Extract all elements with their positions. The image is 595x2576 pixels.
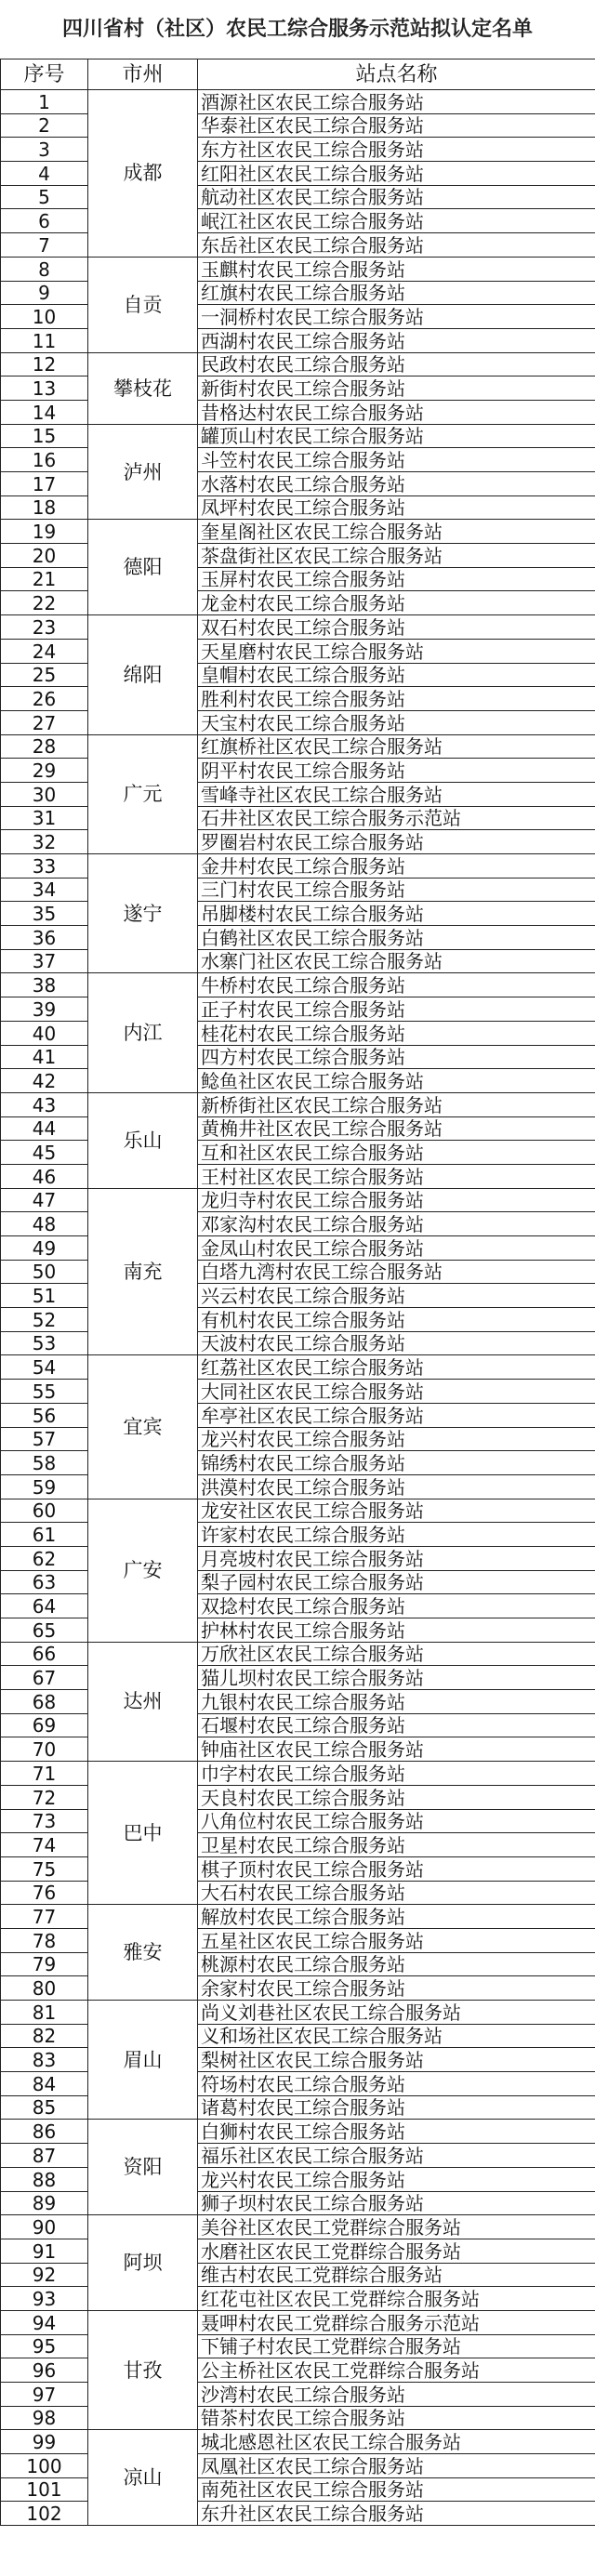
city-cell: 凉山 xyxy=(88,2430,198,2526)
station-name: 龙兴村农民工综合服务站 xyxy=(198,1427,595,1451)
row-number: 77 xyxy=(1,1905,88,1929)
station-name: 红花屯社区农民工党群综合服务站 xyxy=(198,2287,595,2311)
station-name: 双捻村农民工综合服务站 xyxy=(198,1594,595,1618)
row-number: 81 xyxy=(1,2001,88,2025)
station-name: 鲶鱼社区农民工综合服务站 xyxy=(198,1069,595,1093)
row-number: 1 xyxy=(1,90,88,114)
row-number: 58 xyxy=(1,1451,88,1475)
station-name: 大石村农民工综合服务站 xyxy=(198,1881,595,1905)
city-cell: 南充 xyxy=(88,1188,198,1355)
table-header-row xyxy=(1,59,595,90)
station-name: 天良村农民工综合服务站 xyxy=(198,1785,595,1809)
station-name: 白塔九湾村农民工综合服务站 xyxy=(198,1260,595,1284)
row-number: 42 xyxy=(1,1069,88,1093)
station-name: 兴云村农民工综合服务站 xyxy=(198,1284,595,1308)
station-name: 奎星阁社区农民工综合服务站 xyxy=(198,520,595,544)
station-name: 解放村农民工综合服务站 xyxy=(198,1905,595,1929)
row-number: 7 xyxy=(1,233,88,258)
table-row xyxy=(1,1642,595,1666)
station-name: 义和场社区农民工综合服务站 xyxy=(198,2024,595,2048)
station-name: 水落村农民工综合服务站 xyxy=(198,472,595,496)
station-name: 玉麒村农民工综合服务站 xyxy=(198,257,595,281)
row-number: 23 xyxy=(1,615,88,640)
station-name: 五星社区农民工综合服务站 xyxy=(198,1928,595,1952)
station-name: 福乐社区农民工综合服务站 xyxy=(198,2144,595,2168)
row-number: 99 xyxy=(1,2430,88,2454)
table-row xyxy=(1,257,595,281)
station-name: 大同社区农民工综合服务站 xyxy=(198,1380,595,1404)
station-name: 猫儿坝村农民工综合服务站 xyxy=(198,1666,595,1690)
row-number: 31 xyxy=(1,806,88,830)
row-number: 92 xyxy=(1,2263,88,2287)
row-number: 75 xyxy=(1,1856,88,1881)
table-row xyxy=(1,1905,595,1929)
station-name: 美谷社区农民工党群综合服务站 xyxy=(198,2215,595,2239)
table-row xyxy=(1,520,595,544)
station-name: 东方社区农民工综合服务站 xyxy=(198,138,595,162)
station-name: 牟亭社区农民工综合服务站 xyxy=(198,1403,595,1427)
station-name: 桃源村农民工综合服务站 xyxy=(198,1952,595,1976)
row-number: 95 xyxy=(1,2334,88,2358)
row-number: 97 xyxy=(1,2383,88,2407)
station-name: 茶盘街社区农民工综合服务站 xyxy=(198,544,595,568)
row-number: 64 xyxy=(1,1594,88,1618)
station-name: 洪漠村农民工综合服务站 xyxy=(198,1474,595,1499)
row-number: 76 xyxy=(1,1881,88,1905)
row-number: 52 xyxy=(1,1308,88,1332)
station-name: 雪峰寺社区农民工综合服务站 xyxy=(198,782,595,806)
row-number: 80 xyxy=(1,1976,88,2001)
row-number: 101 xyxy=(1,2477,88,2502)
station-name: 邓家沟村农民工综合服务站 xyxy=(198,1212,595,1236)
row-number: 12 xyxy=(1,352,88,376)
row-number: 45 xyxy=(1,1141,88,1165)
row-number: 14 xyxy=(1,400,88,424)
row-number: 71 xyxy=(1,1762,88,1786)
station-name: 航动社区农民工综合服务站 xyxy=(198,185,595,209)
row-number: 35 xyxy=(1,902,88,926)
row-number: 94 xyxy=(1,2310,88,2334)
station-name: 余家村农民工综合服务站 xyxy=(198,1976,595,2001)
table-row xyxy=(1,2310,595,2334)
station-name: 新桥街社区农民工综合服务站 xyxy=(198,1092,595,1116)
row-number: 87 xyxy=(1,2144,88,2168)
station-name: 诸葛村农民工综合服务站 xyxy=(198,2095,595,2120)
station-name: 罗圈岩村农民工综合服务站 xyxy=(198,830,595,854)
row-number: 84 xyxy=(1,2072,88,2096)
row-number: 60 xyxy=(1,1499,88,1523)
table-row xyxy=(1,1092,595,1116)
row-number: 13 xyxy=(1,376,88,401)
station-name: 凤凰社区农民工综合服务站 xyxy=(198,2454,595,2478)
city-cell: 广元 xyxy=(88,734,198,853)
row-number: 15 xyxy=(1,424,88,448)
station-name: 红阳社区农民工综合服务站 xyxy=(198,162,595,186)
station-name: 红旗桥社区农民工综合服务站 xyxy=(198,734,595,759)
city-cell: 遂宁 xyxy=(88,854,198,973)
table-row xyxy=(1,1762,595,1786)
row-number: 90 xyxy=(1,2215,88,2239)
row-number: 6 xyxy=(1,209,88,233)
station-name: 东岳社区农民工综合服务站 xyxy=(198,233,595,258)
row-number: 28 xyxy=(1,734,88,759)
station-name: 玉屏村农民工综合服务站 xyxy=(198,567,595,591)
station-name: 双石村农民工综合服务站 xyxy=(198,615,595,640)
station-name: 龙兴村农民工综合服务站 xyxy=(198,2167,595,2191)
row-number: 82 xyxy=(1,2024,88,2048)
station-name: 天波村农民工综合服务站 xyxy=(198,1331,595,1355)
row-number: 21 xyxy=(1,567,88,591)
row-number: 50 xyxy=(1,1260,88,1284)
city-cell: 甘孜 xyxy=(88,2310,198,2429)
station-name: 金井村农民工综合服务站 xyxy=(198,854,595,878)
station-name: 酒源社区农民工综合服务站 xyxy=(198,90,595,114)
station-name: 白狮村农民工综合服务站 xyxy=(198,2120,595,2144)
station-name: 万欣社区农民工综合服务站 xyxy=(198,1642,595,1666)
table-row xyxy=(1,854,595,878)
row-number: 25 xyxy=(1,663,88,687)
row-number: 26 xyxy=(1,687,88,711)
row-number: 85 xyxy=(1,2095,88,2120)
table-row xyxy=(1,2430,595,2454)
row-number: 41 xyxy=(1,1045,88,1069)
station-name: 龙安社区农民工综合服务站 xyxy=(198,1499,595,1523)
station-name: 王村社区农民工综合服务站 xyxy=(198,1164,595,1188)
station-table xyxy=(0,59,595,2526)
station-name: 聂呷村农民工党群综合服务示范站 xyxy=(198,2310,595,2334)
station-name: 昔格达村农民工综合服务站 xyxy=(198,400,595,424)
row-number: 36 xyxy=(1,926,88,950)
station-name: 水磨社区农民工党群综合服务站 xyxy=(198,2239,595,2263)
header-station-name: 站点名称 xyxy=(198,59,595,90)
station-name: 斗笠村农民工综合服务站 xyxy=(198,448,595,472)
row-number: 30 xyxy=(1,782,88,806)
row-number: 70 xyxy=(1,1737,88,1762)
station-name: 桂花村农民工综合服务站 xyxy=(198,1021,595,1045)
row-number: 53 xyxy=(1,1331,88,1355)
station-name: 有机村农民工综合服务站 xyxy=(198,1308,595,1332)
station-name: 下铺子村农民工党群综合服务站 xyxy=(198,2334,595,2358)
row-number: 2 xyxy=(1,113,88,138)
station-name: 阴平村农民工综合服务站 xyxy=(198,759,595,783)
station-name: 护林村农民工综合服务站 xyxy=(198,1618,595,1643)
header-no: 序号 xyxy=(1,59,88,90)
row-number: 39 xyxy=(1,997,88,1022)
row-number: 79 xyxy=(1,1952,88,1976)
table-row xyxy=(1,1499,595,1523)
row-number: 78 xyxy=(1,1928,88,1952)
station-name: 金凤山村农民工综合服务站 xyxy=(198,1236,595,1261)
row-number: 56 xyxy=(1,1403,88,1427)
row-number: 38 xyxy=(1,973,88,997)
row-number: 8 xyxy=(1,257,88,281)
station-name: 尚义刘巷社区农民工综合服务站 xyxy=(198,2001,595,2025)
city-cell: 自贡 xyxy=(88,257,198,352)
station-name: 卫星村农民工综合服务站 xyxy=(198,1833,595,1857)
row-number: 96 xyxy=(1,2358,88,2383)
station-name: 南苑社区农民工综合服务站 xyxy=(198,2477,595,2502)
row-number: 91 xyxy=(1,2239,88,2263)
row-number: 16 xyxy=(1,448,88,472)
station-name: 皇帽村农民工综合服务站 xyxy=(198,663,595,687)
station-name: 天宝村农民工综合服务站 xyxy=(198,710,595,734)
city-cell: 内江 xyxy=(88,973,198,1092)
row-number: 5 xyxy=(1,185,88,209)
row-number: 65 xyxy=(1,1618,88,1643)
row-number: 20 xyxy=(1,544,88,568)
row-number: 17 xyxy=(1,472,88,496)
row-number: 62 xyxy=(1,1546,88,1570)
table-row xyxy=(1,973,595,997)
row-number: 83 xyxy=(1,2048,88,2072)
table-body xyxy=(1,90,595,2526)
row-number: 33 xyxy=(1,854,88,878)
row-number: 73 xyxy=(1,1809,88,1833)
table-row xyxy=(1,424,595,448)
city-cell: 雅安 xyxy=(88,1905,198,2001)
station-name: 许家村农民工综合服务站 xyxy=(198,1523,595,1547)
station-name: 错茶村农民工综合服务站 xyxy=(198,2406,595,2430)
city-cell: 巴中 xyxy=(88,1762,198,1905)
table-row xyxy=(1,615,595,640)
row-number: 54 xyxy=(1,1355,88,1380)
row-number: 51 xyxy=(1,1284,88,1308)
station-name: 正子村农民工综合服务站 xyxy=(198,997,595,1022)
station-name: 胜利村农民工综合服务站 xyxy=(198,687,595,711)
row-number: 67 xyxy=(1,1666,88,1690)
row-number: 89 xyxy=(1,2191,88,2215)
row-number: 4 xyxy=(1,162,88,186)
city-cell: 广安 xyxy=(88,1499,198,1642)
row-number: 68 xyxy=(1,1690,88,1714)
city-cell: 阿坝 xyxy=(88,2215,198,2311)
station-name: 四方村农民工综合服务站 xyxy=(198,1045,595,1069)
page-title: 四川省村（社区）农民工综合服务示范站拟认定名单 xyxy=(61,18,533,41)
row-number: 57 xyxy=(1,1427,88,1451)
station-name: 凤坪村农民工综合服务站 xyxy=(198,495,595,520)
station-name: 维古村农民工党群综合服务站 xyxy=(198,2263,595,2287)
station-name: 新街村农民工综合服务站 xyxy=(198,376,595,401)
row-number: 88 xyxy=(1,2167,88,2191)
row-number: 59 xyxy=(1,1474,88,1499)
city-cell: 德阳 xyxy=(88,520,198,615)
station-name: 城北感恩社区农民工综合服务站 xyxy=(198,2430,595,2454)
station-name: 三门村农民工综合服务站 xyxy=(198,878,595,902)
station-name: 红旗村农民工综合服务站 xyxy=(198,281,595,305)
station-name: 水寨门社区农民工综合服务站 xyxy=(198,949,595,973)
table-row xyxy=(1,90,595,114)
station-name: 石井社区农民工综合服务示范站 xyxy=(198,806,595,830)
table-row xyxy=(1,2120,595,2144)
station-name: 沙湾村农民工综合服务站 xyxy=(198,2383,595,2407)
header-city: 市州 xyxy=(88,59,198,90)
station-name: 梨树社区农民工综合服务站 xyxy=(198,2048,595,2072)
station-name: 九银村农民工综合服务站 xyxy=(198,1690,595,1714)
row-number: 44 xyxy=(1,1116,88,1141)
row-number: 66 xyxy=(1,1642,88,1666)
row-number: 24 xyxy=(1,639,88,663)
table-row xyxy=(1,2215,595,2239)
station-name: 东升社区农民工综合服务站 xyxy=(198,2502,595,2526)
table-row xyxy=(1,1188,595,1212)
row-number: 27 xyxy=(1,710,88,734)
row-number: 63 xyxy=(1,1570,88,1594)
city-cell: 眉山 xyxy=(88,2001,198,2120)
station-name: 龙金村农民工综合服务站 xyxy=(198,591,595,615)
station-name: 罐顶山村农民工综合服务站 xyxy=(198,424,595,448)
station-name: 天星磨村农民工综合服务站 xyxy=(198,639,595,663)
station-name: 牛桥村农民工综合服务站 xyxy=(198,973,595,997)
table-row xyxy=(1,2001,595,2025)
row-number: 43 xyxy=(1,1092,88,1116)
station-name: 符场村农民工综合服务站 xyxy=(198,2072,595,2096)
table-row xyxy=(1,352,595,376)
city-cell: 宜宾 xyxy=(88,1355,198,1499)
row-number: 48 xyxy=(1,1212,88,1236)
station-name: 棋子顶村农民工综合服务站 xyxy=(198,1856,595,1881)
station-name: 西湖村农民工综合服务站 xyxy=(198,328,595,352)
row-number: 72 xyxy=(1,1785,88,1809)
row-number: 93 xyxy=(1,2287,88,2311)
row-number: 100 xyxy=(1,2454,88,2478)
station-name: 龙归寺村农民工综合服务站 xyxy=(198,1188,595,1212)
station-name: 狮子坝村农民工综合服务站 xyxy=(198,2191,595,2215)
city-cell: 成都 xyxy=(88,90,198,258)
city-cell: 乐山 xyxy=(88,1092,198,1188)
table-row xyxy=(1,734,595,759)
row-number: 86 xyxy=(1,2120,88,2144)
city-cell: 攀枝花 xyxy=(88,352,198,424)
row-number: 98 xyxy=(1,2406,88,2430)
row-number: 29 xyxy=(1,759,88,783)
city-cell: 资阳 xyxy=(88,2120,198,2215)
station-name: 公主桥社区农民工党群综合服务站 xyxy=(198,2358,595,2383)
station-name: 华泰社区农民工综合服务站 xyxy=(198,113,595,138)
row-number: 3 xyxy=(1,138,88,162)
row-number: 102 xyxy=(1,2502,88,2526)
station-name: 钟庙社区农民工综合服务站 xyxy=(198,1737,595,1762)
station-name: 巾字村农民工综合服务站 xyxy=(198,1762,595,1786)
row-number: 46 xyxy=(1,1164,88,1188)
station-name: 黄桷井社区农民工综合服务站 xyxy=(198,1116,595,1141)
city-cell: 达州 xyxy=(88,1642,198,1761)
station-name: 一洞桥村农民工综合服务站 xyxy=(198,305,595,329)
row-number: 19 xyxy=(1,520,88,544)
row-number: 9 xyxy=(1,281,88,305)
row-number: 69 xyxy=(1,1713,88,1737)
station-name: 锦绣村农民工综合服务站 xyxy=(198,1451,595,1475)
station-name: 吊脚楼村农民工综合服务站 xyxy=(198,902,595,926)
row-number: 22 xyxy=(1,591,88,615)
station-name: 岷江社区农民工综合服务站 xyxy=(198,209,595,233)
station-name: 互和社区农民工综合服务站 xyxy=(198,1141,595,1165)
row-number: 32 xyxy=(1,830,88,854)
row-number: 18 xyxy=(1,495,88,520)
row-number: 37 xyxy=(1,949,88,973)
row-number: 34 xyxy=(1,878,88,902)
station-name: 月亮坡村农民工综合服务站 xyxy=(198,1546,595,1570)
row-number: 61 xyxy=(1,1523,88,1547)
row-number: 10 xyxy=(1,305,88,329)
station-name: 白鹤社区农民工综合服务站 xyxy=(198,926,595,950)
station-name: 红荔社区农民工综合服务站 xyxy=(198,1355,595,1380)
row-number: 11 xyxy=(1,328,88,352)
station-name: 八角位村农民工综合服务站 xyxy=(198,1809,595,1833)
row-number: 40 xyxy=(1,1021,88,1045)
table-row xyxy=(1,1355,595,1380)
row-number: 49 xyxy=(1,1236,88,1261)
station-name: 石堰村农民工综合服务站 xyxy=(198,1713,595,1737)
city-cell: 绵阳 xyxy=(88,615,198,734)
row-number: 47 xyxy=(1,1188,88,1212)
station-name: 梨子园村农民工综合服务站 xyxy=(198,1570,595,1594)
row-number: 55 xyxy=(1,1380,88,1404)
station-name: 民政村农民工综合服务站 xyxy=(198,352,595,376)
row-number: 74 xyxy=(1,1833,88,1857)
city-cell: 泸州 xyxy=(88,424,198,520)
